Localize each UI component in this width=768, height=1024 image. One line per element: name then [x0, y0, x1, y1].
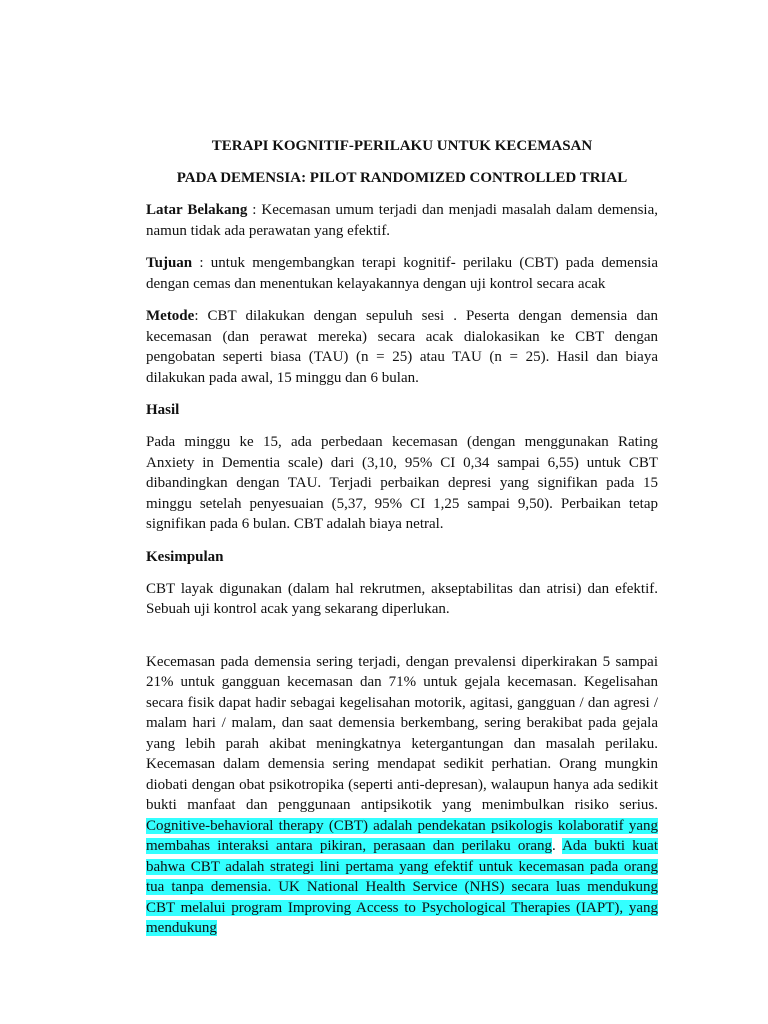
- metode-text: : CBT dilakukan dengan sepuluh sesi . Peserta dengan demensia dan kecemasan (dan perawat mereka) secara acak dialokasikan ke CBT dengan pengobatan seperti biasa (TAU) (n = 25) atau TAU (n = 25). Hasil dan biaya dilakukan pada awal, 15 minggu dan 6 bulan.: [146, 308, 658, 386]
- latar-belakang-text: : Kecemasan umum terjadi dan menjadi masalah dalam demensia, namun tidak ada perawatan yang efektif.: [146, 202, 659, 239]
- kesimpulan-paragraph: CBT layak digunakan (dalam hal rekrutmen, akseptabilitas dan atrisi) dan efektif. Sebuah uji kontrol acak yang sekarang diperlukan.: [146, 580, 658, 617]
- body-paragraph: [146, 652, 658, 939]
- latar-belakang-paragraph: [146, 200, 658, 241]
- title-line-1: TERAPI KOGNITIF-PERILAKU UNTUK KECEMASAN: [211, 138, 593, 154]
- metode-paragraph: [146, 306, 658, 388]
- highlighted-text-2: Ada bukti kuat bahwa CBT adalah strategi lini pertama yang efektif untuk kecemasan pada orang tua tanpa demensia. UK National Health Service (NHS) secara luas mendukung CBT melalui program Improving Access to Psychological Therapies (IAPT), yang mendukung: [146, 838, 658, 936]
- title-line-2: PADA DEMENSIA: PILOT RANDOMIZED CONTROLLED TRIAL: [176, 170, 628, 186]
- latar-belakang-label: Latar Belakang: [146, 202, 248, 218]
- hasil-paragraph: Pada minggu ke 15, ada perbedaan kecemasan (dengan menggunakan Rating Anxiety in Dementia scale) dari (3,10, 95% CI 0,34 sampai 6,55) untuk CBT dibandingkan dengan TAU. Terjadi perbaikan depresi yang signifikan pada 15 minggu setelah penyesuaian (5,37, 95% CI 1,25 sampai 9,50). Perbaikan tetap signifikan pada 6 bulan. CBT adalah biaya netral.: [146, 434, 658, 532]
- tujuan-text: : untuk mengembangkan terapi kognitif- perilaku (CBT) pada demensia dengan cemas dan menentukan kelayakannya dengan uji kontrol secara acak: [146, 255, 658, 292]
- body-plain-text: Kecemasan pada demensia sering terjadi, dengan prevalensi diperkirakan 5 sampai 21% untuk gangguan kecemasan dan 71% untuk gejala kecemasan. Kegelisahan secara fisik dapat hadir sebagai kegelisahan motorik, agitasi, gangguan / dan agresi / malam hari / malam, dan saat demensia berkembang, sering berakibat pada gejala yang lebih parah akibat meningkatnya ketergantungan dan masalah perilaku. Kecemasan dalam demensia sering mendapat sedikit perhatian. Orang mungkin diobati dengan obat psikotropika (seperti anti-depresan), walaupun hanya ada sedikit bukti manfaat dan penggunaan antipsikotik yang menimbulkan risiko serius.: [146, 653, 658, 813]
- tujuan-paragraph: [146, 253, 658, 294]
- highlighted-text-1: Cognitive-behavioral therapy (CBT) adalah pendekatan psikologis kolaboratif yang membahas interaksi antara pikiran, perasaan dan perilaku orang: [146, 817, 658, 854]
- hasil-heading: Hasil: [146, 402, 180, 418]
- document-page: [146, 128, 658, 939]
- kesimpulan-heading: Kesimpulan: [146, 548, 224, 565]
- tujuan-label: Tujuan: [146, 255, 193, 271]
- body-separator: .: [552, 838, 563, 854]
- metode-label: Metode: [146, 308, 195, 324]
